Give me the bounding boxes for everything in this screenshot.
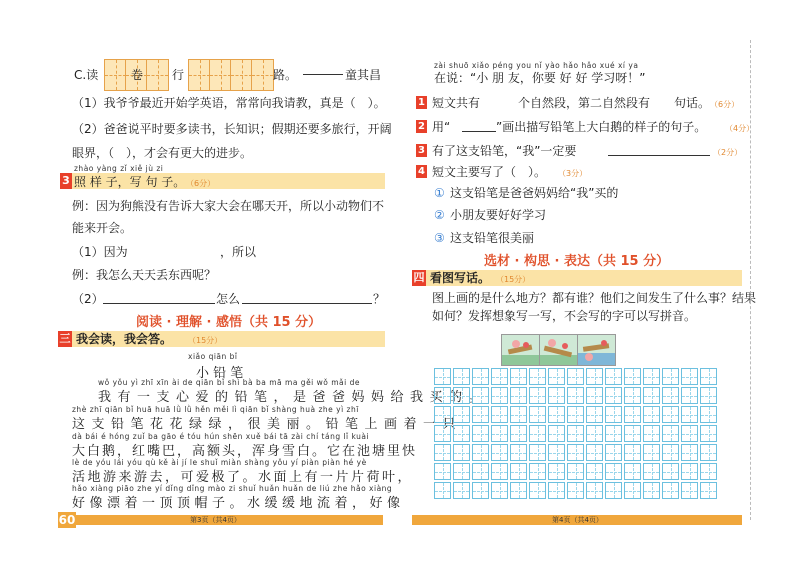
writing-grid-cell[interactable] [529,463,546,480]
question-number: 3 [416,144,427,157]
story-line: 大白鹅，红嘴巴，高额头，浑身雪白。它在池塘里快 [72,444,418,459]
question-2-b: ”画出描写铅笔上大白鹅的样子的句子。 [496,120,707,134]
writing-grid-cell[interactable] [434,444,451,461]
story-line: 好像漂着一顶顶帽子。水缓缓地流着，好像 [72,496,405,511]
writing-grid-cell[interactable] [567,463,584,480]
top-pinyin: zài shuō xiǎo péng you nǐ yào hǎo hǎo xué xí ya [434,61,639,70]
option-mark: ① [434,186,445,200]
sentence-2-prefix: （2） [72,292,104,306]
writing-grid-cell[interactable] [662,406,679,423]
sentence-1-prefix: （1）因为 [72,245,128,259]
question-3-points: （2分） [713,148,743,157]
writing-grid-cell[interactable] [643,368,660,385]
question-2-a: 用“ [432,120,451,134]
writing-grid-cell[interactable] [700,444,717,461]
writing-grid-cell[interactable] [605,387,622,404]
writing-grid-cell[interactable] [586,387,603,404]
writing-grid-cell[interactable] [586,425,603,442]
footer-text: 第3页（共4页） [190,516,241,524]
question-1: （1）我爷爷最近开始学英语，常常向我请教，真是（ ）。 [72,96,386,110]
writing-grid-cell[interactable] [586,482,603,499]
writing-grid-cell[interactable] [472,425,489,442]
part-number: 四 [413,271,425,284]
part-points: （15分） [496,275,531,284]
story-picture-1 [501,334,540,366]
writing-grid-cell[interactable] [548,444,565,461]
margin-line [750,40,751,520]
writing-grid-cell[interactable] [491,444,508,461]
c-item-prefix: C.读 [74,68,99,82]
writing-grid-cell[interactable] [605,425,622,442]
writing-grid-cell[interactable] [700,387,717,404]
fill-cell[interactable] [209,59,232,91]
writing-grid-cell[interactable] [491,425,508,442]
example-1-line2: 能来开会。 [72,221,133,235]
writing-grid-cell[interactable] [529,368,546,385]
writing-grid-cell[interactable] [510,425,527,442]
writing-grid-cell[interactable] [529,425,546,442]
section-header: 选材 · 构思 · 表达（共 15 分） [484,254,670,269]
writing-grid-cell[interactable] [624,463,641,480]
writing-grid-cell[interactable] [567,425,584,442]
fill-cell[interactable] [146,59,169,91]
question-2-points: （4分） [725,124,755,133]
writing-grid-cell[interactable] [681,368,698,385]
writing-grid-cell[interactable] [529,444,546,461]
writing-grid-cell[interactable] [605,463,622,480]
answer-line[interactable] [608,155,710,156]
c-item-c2: 行 [172,68,185,82]
writing-grid-cell[interactable] [624,425,641,442]
writing-grid-cell[interactable] [700,463,717,480]
writing-grid-cell[interactable] [434,387,451,404]
writing-grid-cell[interactable] [681,444,698,461]
writing-grid-cell[interactable] [662,425,679,442]
top-line: 在说：“小 朋 友，你要 好 好 学习呀！” [434,71,646,85]
writing-grid-cell[interactable] [434,406,451,423]
writing-grid-cell[interactable] [491,387,508,404]
writing-grid-cell[interactable] [662,463,679,480]
writing-grid-cell[interactable] [700,368,717,385]
fill-cell[interactable] [188,59,211,91]
section-pinyin: zhào yàng zǐ xiě jù zi [74,164,164,173]
writing-grid-cell[interactable] [567,368,584,385]
writing-grid-cell[interactable] [567,406,584,423]
writing-grid-cell[interactable] [510,444,527,461]
story-line: 活地游来游去，可爱极了。水面上有一片片荷叶， [72,470,414,485]
option-mark: ② [434,208,445,222]
writing-grid-cell[interactable] [472,387,489,404]
writing-grid-cell[interactable] [700,406,717,423]
writing-grid-cell[interactable] [643,406,660,423]
writing-grid-cell[interactable] [510,482,527,499]
writing-grid-cell[interactable] [510,406,527,423]
underline-sample [462,131,496,132]
story-pinyin: dà bái é hóng zuǐ ba gāo é tóu hún shēn xuě bái tā zài chí táng lǐ kuài [72,432,370,441]
writing-grid-cell[interactable] [586,444,603,461]
sentence-1-mid: ，所以 [220,245,257,259]
question-number: 1 [416,96,427,109]
c-item-c3: 路。 [273,68,298,82]
story-picture-2 [539,334,578,366]
question-1-b: 个自然段，第二自然段有 [518,96,651,110]
writing-grid-cell[interactable] [643,425,660,442]
writing-grid-cell[interactable] [643,482,660,499]
story-pinyin: wǒ yǒu yì zhī xīn ài de qiān bǐ shì bà ba mā ma gěi wǒ mǎi de [98,378,361,387]
c-item-author: 童其昌 [345,68,382,82]
writing-grid-cell[interactable] [548,425,565,442]
writing-grid-cell[interactable] [472,463,489,480]
question-1-a: 短文共有 [432,96,481,110]
writing-grid-cell[interactable] [491,368,508,385]
writing-grid-cell[interactable] [453,425,470,442]
writing-grid-cell[interactable] [681,425,698,442]
fill-cell[interactable] [104,59,127,91]
writing-grid-cell[interactable] [453,482,470,499]
writing-grid-cell[interactable] [453,463,470,480]
writing-grid-cell[interactable] [681,387,698,404]
answer-line[interactable] [242,303,372,304]
writing-grid-cell[interactable] [605,368,622,385]
writing-grid-cell[interactable] [510,463,527,480]
writing-grid-cell[interactable] [453,444,470,461]
writing-grid-cell[interactable] [662,368,679,385]
section-points: （6分） [186,179,216,188]
writing-grid-cell[interactable] [586,406,603,423]
question-4-points: （3分） [558,169,588,178]
writing-grid-cell[interactable] [624,368,641,385]
question-2-line2: 眼界，（ ），才会有更大的进步。 [72,146,253,160]
story-title: 小 铅 笔 [196,366,244,381]
writing-grid-cell[interactable] [624,387,641,404]
writing-grid-cell[interactable] [605,444,622,461]
writing-grid-cell[interactable] [472,482,489,499]
page-number: 60 [58,513,76,527]
question-number: 4 [416,165,427,178]
footer-text: 第4页（共4页） [552,516,603,524]
part-title: 看图写话。 [430,271,491,285]
writing-grid-cell[interactable] [453,387,470,404]
writing-grid-cell[interactable] [548,368,565,385]
writing-grid-cell[interactable] [491,482,508,499]
prompt-line1: 图上画的是什么地方？都有谁？他们之间发生了什么事？结果 [432,291,757,305]
writing-grid-cell[interactable] [662,387,679,404]
writing-grid-cell[interactable] [662,482,679,499]
part-title: 我会读，我会答。 [76,332,173,346]
sentence-2-mid: 怎么 [216,292,241,306]
question-number: 2 [416,120,427,133]
option-text[interactable]: 这支铅笔很美丽 [450,231,535,245]
writing-grid-cell[interactable] [434,463,451,480]
right-page [400,0,800,566]
writing-grid-cell[interactable] [434,425,451,442]
writing-grid-cell[interactable] [548,482,565,499]
part-number: 三 [59,332,71,345]
writing-grid-cell[interactable] [510,368,527,385]
writing-grid-cell[interactable] [453,406,470,423]
fill-cell[interactable] [251,59,274,91]
writing-grid-cell[interactable] [605,406,622,423]
section-header: 阅读 · 理解 · 感悟（共 15 分） [136,315,322,330]
story-line: 我有一支心爱的铅笔，是爸爸妈妈给我买的。 [98,390,489,405]
question-1-points: （6分） [710,100,740,109]
writing-grid-cell[interactable] [472,368,489,385]
writing-grid-cell[interactable] [434,368,451,385]
writing-grid-cell[interactable] [453,368,470,385]
section-number: 3 [60,173,72,189]
dash-line [303,74,343,75]
question-2-line1: （2）爸爸说平时要多读书，长知识；假期还要多旅行，开阔 [72,122,392,136]
story-title-pinyin: xiǎo qiān bǐ [188,352,238,361]
part-points: （15分） [188,336,223,345]
writing-grid-cell[interactable] [700,425,717,442]
writing-grid-cell[interactable] [529,482,546,499]
writing-grid-cell[interactable] [529,406,546,423]
writing-grid-cell[interactable] [548,406,565,423]
writing-grid-cell[interactable] [548,463,565,480]
writing-grid-cell[interactable] [491,463,508,480]
option-text[interactable]: 小朋友要好好学习 [450,208,547,222]
writing-grid-cell[interactable] [472,406,489,423]
option-text[interactable]: 这支铅笔是爸爸妈妈给“我”买的 [450,186,619,200]
writing-grid-cell[interactable] [624,444,641,461]
section-title: 照 样 子，写 句 子。 [74,175,186,189]
writing-grid-cell[interactable] [529,387,546,404]
writing-grid-cell[interactable] [605,482,622,499]
story-pinyin: hǎo xiàng piāo zhe yí dǐng dǐng mào zi shuǐ huǎn huǎn de liú zhe hǎo xiàng [72,484,393,493]
writing-grid-cell[interactable] [700,482,717,499]
writing-grid-cell[interactable] [548,387,565,404]
writing-grid-cell[interactable] [681,463,698,480]
question-3-a: 有了这支铅笔，“我”一定要 [432,144,577,158]
fill-cell[interactable] [230,59,253,91]
writing-grid-cell[interactable] [681,482,698,499]
answer-line[interactable] [103,303,215,304]
example-2: 例：我怎么天天丢东西呢？ [72,268,217,282]
example-1-line1: 例：因为狗熊没有告诉大家大会在哪天开，所以小动物们不 [72,199,385,213]
writing-grid-cell[interactable] [491,406,508,423]
prompt-line2: 如何？发挥想象写一写，不会写的字可以写拼音。 [432,309,697,323]
writing-grid-cell[interactable] [662,444,679,461]
story-pinyin: lè de yóu lái yóu qù kě ài jí le shuǐ miàn shàng yǒu yí piàn piàn hé yè [72,458,367,467]
story-line: 这支铅笔花花绿绿，很美丽。铅笔上画着一只 [72,417,463,432]
writing-grid-cell[interactable] [624,482,641,499]
writing-grid-cell[interactable] [643,444,660,461]
question-4-a: 短文主要写了（ ）。 [432,165,547,179]
writing-grid-cell[interactable] [586,368,603,385]
writing-grid-cell[interactable] [472,444,489,461]
writing-grid-cell[interactable] [567,444,584,461]
writing-grid-cell[interactable] [567,482,584,499]
story-picture-3 [577,334,616,366]
sentence-2-end: ？ [373,292,386,306]
option-mark: ③ [434,231,445,245]
c-item-c1: 卷 [131,68,144,82]
writing-grid-cell[interactable] [567,387,584,404]
writing-grid-cell[interactable] [510,387,527,404]
question-1-c: 句话。 [674,96,711,110]
writing-grid-cell[interactable] [586,463,603,480]
writing-grid-cell[interactable] [624,406,641,423]
writing-grid-cell[interactable] [434,482,451,499]
story-pinyin: zhè zhī qiān bǐ huā huā lǜ lǜ hěn měi lì qiān bǐ shàng huà zhe yì zhī [72,405,359,414]
writing-grid-cell[interactable] [643,387,660,404]
writing-grid-cell[interactable] [643,463,660,480]
writing-grid-cell[interactable] [681,406,698,423]
